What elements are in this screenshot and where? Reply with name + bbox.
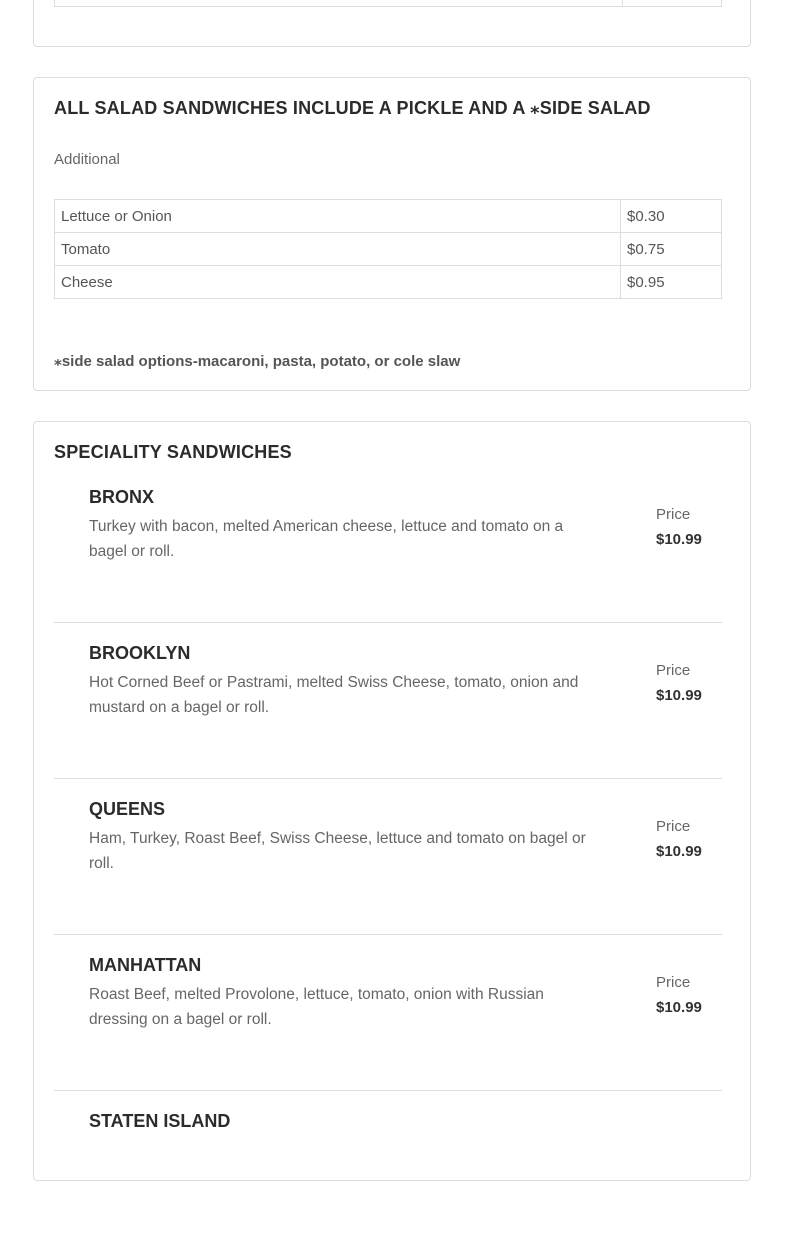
salad-section-title: ALL SALAD SANDWICHES INCLUDE A PICKLE AND A ⁎SIDE SALAD — [54, 98, 651, 118]
item-name: BRONX — [89, 487, 155, 507]
menu-item[interactable] — [54, 467, 722, 623]
item-name: MANHATTAN — [89, 955, 202, 975]
item-description: Hot Corned Beef or Pastrami, melted Swiss Cheese, tomato, onion and mustard on a bagel or roll. — [89, 674, 579, 716]
addon-name: Cheese — [55, 266, 621, 299]
previous-menu-card — [33, 0, 751, 47]
item-price: $10.99 — [656, 687, 702, 704]
addon-price: $0.95 — [621, 266, 722, 299]
item-price: $10.99 — [656, 999, 702, 1016]
salad-sandwiches-card — [33, 77, 751, 391]
side-salad-note: ⁎side salad options-macaroni, pasta, potato, or cole slaw — [54, 353, 461, 370]
table-row — [55, 200, 722, 233]
price-label: Price — [656, 506, 691, 523]
speciality-section-title: SPECIALITY SANDWICHES — [54, 442, 292, 462]
item-description: Turkey with bacon, melted American cheese, lettuce and tomato on a bagel or roll. — [89, 518, 564, 560]
item-name: STATEN ISLAND — [89, 1111, 231, 1131]
menu-item[interactable] — [54, 623, 722, 779]
addons-table — [54, 199, 722, 299]
additional-subhead: Additional — [54, 151, 120, 168]
speciality-sandwiches-card — [33, 421, 751, 1181]
menu-item[interactable] — [54, 935, 722, 1091]
addon-name: Tomato — [55, 233, 621, 266]
previous-table-bottom — [54, 0, 722, 7]
item-description: Ham, Turkey, Roast Beef, Swiss Cheese, lettuce and tomato on bagel or roll. — [89, 830, 586, 872]
price-label: Price — [656, 818, 691, 835]
item-name: QUEENS — [89, 799, 166, 819]
item-name: BROOKLYN — [89, 643, 191, 663]
table-row — [55, 266, 722, 299]
addon-name: Lettuce or Onion — [55, 200, 621, 233]
item-description: Roast Beef, melted Provolone, lettuce, tomato, onion with Russian dressing on a bagel or roll. — [89, 986, 544, 1028]
menu-item[interactable] — [54, 779, 722, 935]
addon-price: $0.30 — [621, 200, 722, 233]
table-row — [55, 233, 722, 266]
price-label: Price — [656, 974, 691, 991]
addon-price: $0.75 — [621, 233, 722, 266]
item-price: $10.99 — [656, 531, 702, 548]
menu-item[interactable] — [54, 1091, 722, 1247]
price-label: Price — [656, 662, 691, 679]
item-price: $10.99 — [656, 843, 702, 860]
